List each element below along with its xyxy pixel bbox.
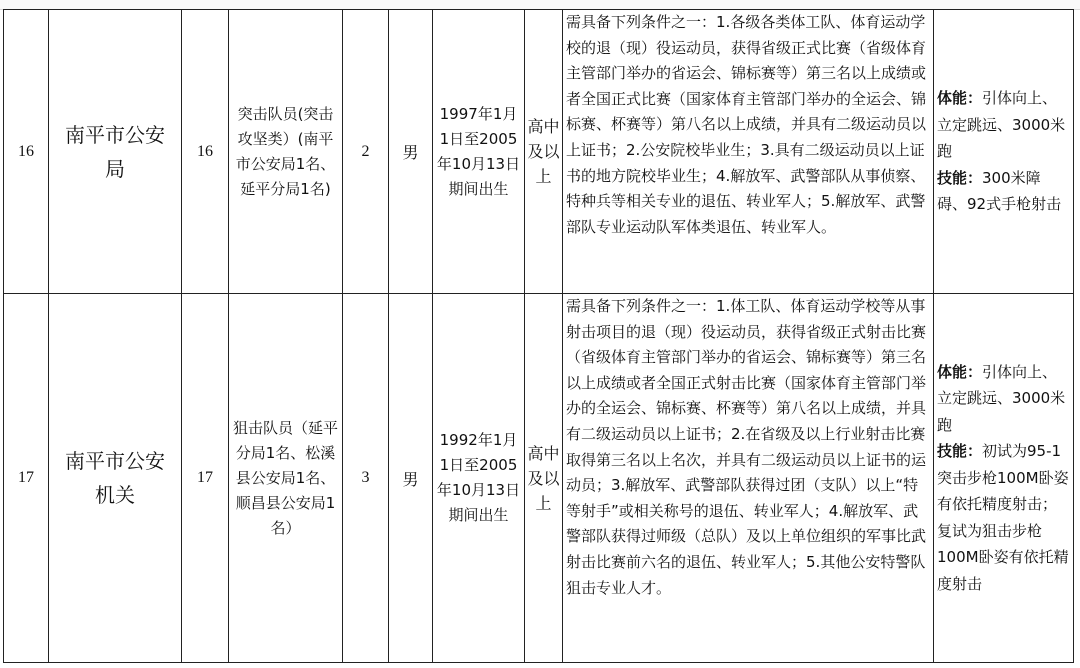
position-code: 17 [182,294,229,663]
education: 高中及以上 [525,10,563,294]
table-row [4,10,1074,294]
skill-items: 300米障碍、92式手枪射击 [937,168,1062,214]
fitness-label: 体能： [937,362,983,381]
hiring-count: 3 [343,294,389,663]
position-code: 16 [182,10,229,294]
fitness-items: 引体向上、立定跳远、3000米跑 [937,89,1066,161]
recruitment-table [3,9,1074,663]
skill-items: 初试为95-1突击步枪100M卧姿有依托精度射击；复试为狙击步枪100M卧姿有依托精度射击 [937,442,1069,593]
qualification-conditions: 需具备下列条件之一：1.体工队、体育运动学校等从事射击项目的退（现）役运动员，获得省级正式射击比赛（省级体育主管部门举办的省运会、锦标赛等）第三名以上成绩或者全国正式射击比赛（国家体育主管部门举办的全运会、锦标赛、杯赛等）第八名以上成绩，并具有二级运动员以上证书；2.在省级及以上行业射击比赛取得第三名以上名次，并具有二级运动员以上证书的运动员；3.解放军、武警部队获得过团（支队）以上“特等射手”或相关称号的退伍、转业军人；4.解放军、武警部队获得过师级（总队）及以上单位组织的军事比武射击比赛前六名的退伍、转业军人；5.其他公安特警队狙击专业人才。 [563,294,934,663]
qualification-conditions: 需具备下列条件之一：1.各级各类体工队、体育运动学校的退（现）役运动员，获得省级正式比赛（省级体育主管部门举办的省运会、锦标赛等）第三名以上成绩或者全国正式比赛（国家体育主管部门举办的全运会、锦标赛、杯赛等）第八名以上成绩，并具有二级运动员以上证书；2.公安院校毕业生；3.具有二级运动员以上证书的地方院校毕业生；4.解放军、武警部队从事侦察、特种兵等相关专业的退伍、转业军人；5.解放军、武警部队专业运动队军体类退伍、转业军人。 [563,10,934,294]
table-row [4,294,1074,663]
row-index: 17 [4,294,49,663]
test-items [934,294,1074,663]
skill-label: 技能： [937,168,983,187]
birth-range: 1997年1月1日至2005年10月13日期间出生 [433,10,525,294]
birth-range: 1992年1月1日至2005年10月13日期间出生 [433,294,525,663]
hiring-unit: 南平市公安机关 [49,294,182,663]
skill-label: 技能： [937,442,983,461]
fitness-label: 体能： [937,89,983,108]
test-items [934,10,1074,294]
row-index: 16 [4,10,49,294]
gender: 男 [389,10,433,294]
fitness-items: 引体向上、立定跳远、3000米跑 [937,362,1066,434]
hiring-unit: 南平市公安局 [49,10,182,294]
gender: 男 [389,294,433,663]
position-name: 狙击队员（延平分局1名、松溪县公安局1名、顺昌县公安局1名） [229,294,343,663]
hiring-count: 2 [343,10,389,294]
education: 高中及以上 [525,294,563,663]
position-name: 突击队员(突击攻坚类）(南平市公安局1名、延平分局1名) [229,10,343,294]
